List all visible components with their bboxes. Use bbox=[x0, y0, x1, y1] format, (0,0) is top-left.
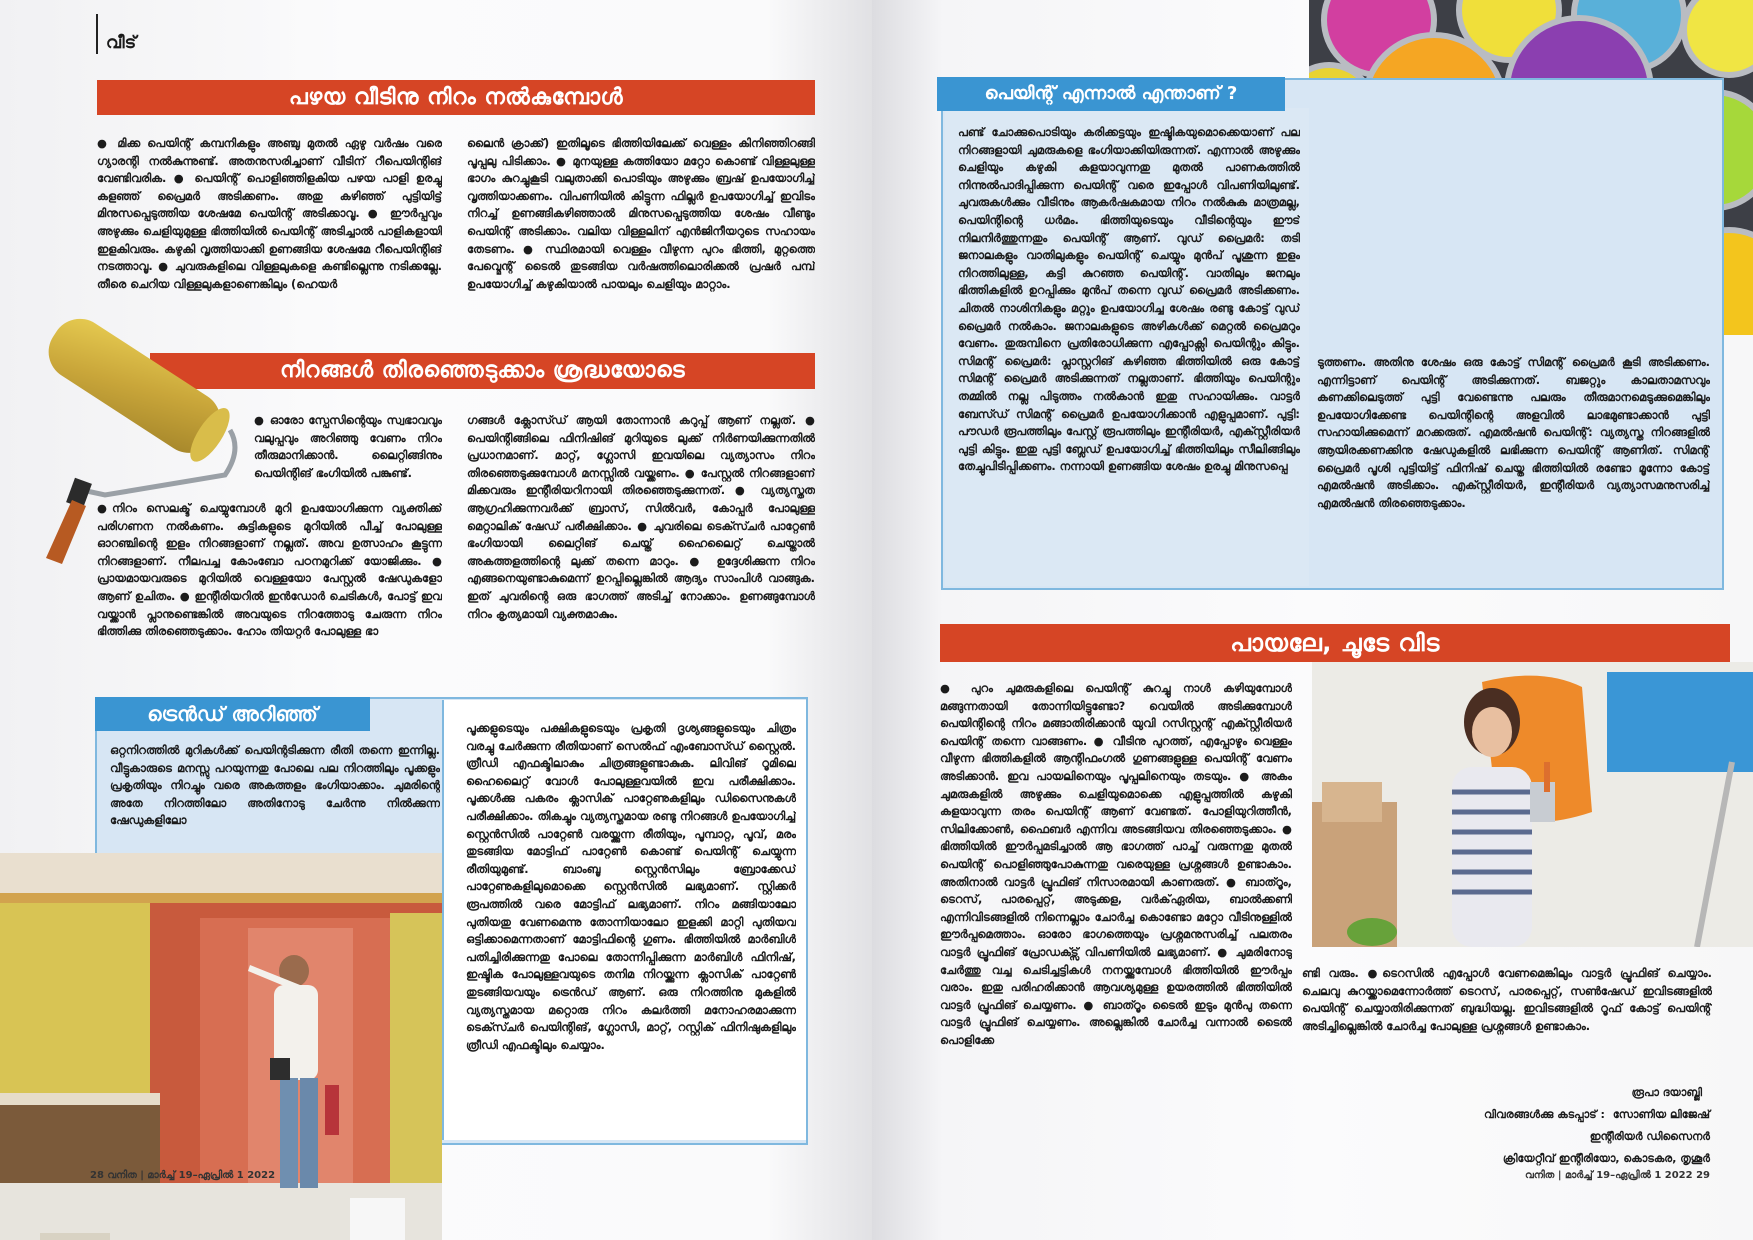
section-rule bbox=[96, 14, 98, 54]
credits-block bbox=[1342, 1104, 1710, 1170]
colors-col1-top: ● ഓരോ സ്പേസിന്റെയും സ്വഭാവവും വലുപ്പവും അറിഞ്ഞു വേണം നിറം തീരുമാനിക്കാൻ. ലൈറ്റിങ്ങിനും പെയിന്റിങ് ഭംഗിയിൽ പങ്കുണ്ട്. bbox=[254, 413, 442, 480]
colors-col1-bottom: ●നിറം സെലക്ട് ചെയ്യുമ്പോൾ മുറി ഉപയോഗിക്കുന്ന വ്യക്തിക്ക് പരിഗണന നൽകണം. കുട്ടികളുടെ മുറിയിൽ പീച്ച് പോലുള്ള ഓറഞ്ചിന്റെ ഇളം നിറങ്ങളാണ് നല്ലത്. അവ ഉത്സാഹം കൂട്ടുന്ന നിറങ്ങളാണ്. നീലപച്ച കോംബോ പഠനമുറിക്ക് യോജിക്കും. ● പ്രായമായവരുടെ മുറിയിൽ വെള്ളയോ പേസ്റ്റൽ ഷേഡുകളോ ആണ് ഉചിതം. ● ഇന്റീരിയറിൽ ഇൻഡോർ ചെടികൾ, പോട്ട് ഇവ വയ്ക്കാൻ പ്ലാനുണ്ടെങ്കിൽ അവയുടെ നിറത്തോടു ചേരുന്ന നിറം ഭിത്തിക്കു തിരഞ്ഞെടുക്കാം. ഹോം തിയറ്റർ പോലുള്ള ഭാ bbox=[97, 501, 442, 639]
trend-col2: പൂക്കളുടെയും പക്ഷികളുടെയും പ്രകൃതി ദൃശ്യങ്ങളുടെയും ചിത്രം വരച്ചു ചേർക്കുന്ന രീതിയാണ് സെൽഫ് എംബോസ്ഡ് സ്റ്റൈൽ. ത്രീഡി എഫക്ടിലാകും ചിത്രങ്ങളുണ്ടാകുക. ലിവിങ് റൂമിലെ ഹൈലൈറ്റ് വോൾ പോലുള്ളവയിൽ ഇവ പരീക്ഷിക്കാം. പൂക്കൾക്കു പകരം ക്ലാസിക് പാറ്റേണുകളിലും ഡിസൈനുകൾ പരീക്ഷിക്കാം. തികച്ചും വ്യത്യസ്തമായ രണ്ടു നിറങ്ങൾ ഉപയോഗിച്ച് സ്റ്റെൻസിൽ പാറ്റേൺ വരയ്ക്കുന്ന രീതിയും, പൂമ്പാറ്റ, പൂവ്, മരം തുടങ്ങിയ മോട്ടിഫ് പാറ്റേൺ കൊണ്ട് പെയിന്റ് ചെയ്യുന്ന രീതിയുമുണ്ട്. ബാംബൂ സ്റ്റെൻസിലും ബ്രോക്കേഡ് പാറ്റേണുകളിലുമൊക്കെ സ്റ്റെൻസിൽ ലഭ്യമാണ്. സ്റ്റിക്കർ രൂപത്തിൽ വരെ മോട്ടിഫ് ലഭ്യമാണ്. നിറം മങ്ങിയാലോ പുതിയതു വേണമെന്നു തോന്നിയാലോ ഇളക്കി മാറ്റി പുതിയവ ഒട്ടിക്കാമെന്നതാണ് മോട്ടിഫിന്റെ ഗുണം. ഭിത്തിയിൽ മാർബിൾ പതിച്ചിരിക്കുന്നതു പോലെ തോന്നിപ്പിക്കുന്ന മാർബിൾ ഫിനിഷ്, ഇഷ്ടിക പോലുള്ളവയുടെ തനിമ നിറയ്ക്കുന്ന ക്ലാസിക് പാറ്റേൺ തുടങ്ങിയവയും ട്രെൻഡ് ആണ്. ഒരു നിറത്തിനു മുകളിൽ വ്യത്യസ്തമായ മറ്റൊരു നിറം കലർത്തി മനോഹരമാക്കുന്ന ടെക്സ്ചർ പെയിന്റിങ്, ഗ്ലോസി, മാറ്റ്, റസ്റ്റിക് ഫിനിഷുകളിലും ത്രീഡി എഫക്ടിലും ചെയ്യാം. bbox=[466, 721, 796, 1052]
credit-name: സോണിയ ലിജേഷ് bbox=[1612, 1108, 1710, 1121]
credit-label: വിവരങ്ങൾക്കു കടപ്പാട് : bbox=[1484, 1108, 1605, 1121]
painter-room-photo bbox=[0, 853, 442, 1240]
woman-painting-photo bbox=[1312, 662, 1753, 947]
author-name: രൂപാ ദയാബ്ജി bbox=[1631, 1086, 1702, 1099]
moss-heat-col2: ണ്ടി വരും. ●ടെറസിൽ എപ്പോൾ വേണമെങ്കിലും വാട്ടർ പ്രൂഫിങ് ചെയ്യാം. ചെലവു കുറയ്ക്കാമെന്നോർത്ത് ടെറസ്, പാരപ്പെറ്റ്, സൺഷേഡ് ഇവിടങ്ങളിൽ പെയിന്റ് ചെയ്യാതിരിക്കുന്നത് ബുദ്ധിയല്ല. ഇവിടങ്ങളിൽ റൂഫ് കോട്ട് പെയിന്റ് അടിച്ചില്ലെങ്കിൽ ചോർച്ച പോലുള്ള പ്രശ്നങ്ങൾ ഉണ്ടാകാം. bbox=[1302, 966, 1712, 1033]
credit-role: ഇന്റീരിയർ ഡിസൈനർ bbox=[1589, 1130, 1710, 1143]
colors-col2: ഗങ്ങൾ ക്ലോസ്ഡ് ആയി തോന്നാൻ കറുപ്പ് ആണ് നല്ലത്. ● പെയിന്റിങ്ങിലെ ഫിനിഷിങ് മുറിയുടെ ലുക്ക് നിർണയിക്കുന്നതിൽ പ്രധാനമാണ്. മാറ്റ്, ഗ്ലോസി ഇവയിലെ വ്യത്യാസം നിറം തിരഞ്ഞെടുക്കുമ്പോൾ മനസ്സിൽ വയ്ക്കണം. ● പേസ്റ്റൽ നിറങ്ങളാണ് മിക്കവരും ഇന്റീരിയറിനായി തിരഞ്ഞെടുക്കുന്നത്. ● വ്യത്യസ്തത ആഗ്രഹിക്കുന്നവർക്ക് ബ്രാസ്, സിൽവർ, കോപ്പർ പോലുള്ള മെറ്റാലിക് ഷേഡ് പരീക്ഷിക്കാം. ● ചുവരിലെ ടെക്സ്ചർ പാറ്റേൺ ഭംഗിയായി ലൈറ്റിങ് ചെയ്ത് ഹൈലൈറ്റ് ചെയ്താൽ അകത്തളത്തിന്റെ ലുക്ക് തന്നെ മാറും. ● ഉദ്ദേശിക്കുന്ന നിറം എങ്ങനെയുണ്ടാകുമെന്ന് ഉറപ്പില്ലെങ്കിൽ ആദ്യം സാംപിൾ വാങ്ങുക. ഇത് ചുവരിന്റെ ഒരു ഭാഗത്ത് അടിച്ച് നോക്കാം. ഉണങ്ങുമ്പോൾ നിറം കൃത്യമായി വ്യക്തമാകും. bbox=[467, 413, 815, 621]
article-title-colors: നിറങ്ങൾ തിരഞ്ഞെടുക്കാം ശ്രദ്ധയോടെ bbox=[150, 353, 815, 389]
credit-org: ക്രിയേറ്റീവ് ഇന്റീരിയോ, കൊടകര, തൃശൂർ bbox=[1502, 1152, 1710, 1165]
trend-col1: ഒറ്റനിറത്തിൽ മുറികൾക്ക് പെയിന്റടിക്കുന്ന രീതി തന്നെ ഇന്നില്ല. വീട്ടുകാരുടെ മനസ്സു പറയുന്നതു പോലെ പല നിറത്തിലും പൂക്കളും പ്രകൃതിയും നിറച്ചും വരെ അകത്തളം ഭംഗിയാക്കാം. ചുമരിന്റെ അതേ നിറത്തിലോ അതിനോടു ചേർന്നു നിൽക്കുന്ന ഷേഡുകളിലോ bbox=[110, 743, 440, 828]
moss-heat-col1: ● പുറം ചുമരുകളിലെ പെയിന്റ് കുറച്ചു നാൾ കഴിയുമ്പോൾ മങ്ങുന്നതായി തോന്നിയിട്ടുണ്ടോ? വെയിൽ അടിക്കുമ്പോൾ പെയിന്റിന്റെ നിറം മങ്ങാതിരിക്കാൻ യുവി റസിസ്റ്റന്റ് എക്സ്റ്റീരിയർ പെയിന്റ് തന്നെ വാങ്ങണം. ● വീടിനു പുറത്ത്, എപ്പോഴും വെള്ളം വീഴുന്ന ഭിത്തികളിൽ ആന്റിഫംഗൽ ഗുണങ്ങളുള്ള പെയിന്റ് വേണം അടിക്കാൻ. ഇവ പായലിനെയും പൂപ്പലിനെയും തടയും. ● അകം ചുമരുകളിൽ അഴുക്കും ചെളിയുമൊക്കെ എളുപ്പത്തിൽ കഴുകി കളയാവുന്ന തരം പെയിന്റ് ആണ് വേണ്ടത്. പോളിയുറിത്തീൻ, സിലിക്കോൺ, ഫൈബർ എന്നിവ അടങ്ങിയവ തിരഞ്ഞെടുക്കാം. ● ഭിത്തിയിൽ ഈർപ്പമടിച്ചാൽ ആ ഭാഗത്ത് പാച്ച് വരുന്നതു മുതൽ പെയിന്റ് പൊളിഞ്ഞുപോകുന്നതു വരെയുള്ള പ്രശ്നങ്ങൾ ഉണ്ടാകാം. അതിനാൽ വാട്ടർ പ്രൂഫിങ് നിസാരമായി കാണരുത്. ● ബാത്റൂം, ടെറസ്, പാരപ്പെറ്റ്, അടുക്കള, വർക്ഏരിയ, ബാൽക്കണി എന്നിവിടങ്ങളിൽ നിന്നെല്ലാം ചോർച്ച കൊണ്ടോ മറ്റോ വീടിനുള്ളിൽ ഈർപ്പമെത്താം. ഓരോ ഭാഗത്തെയും പ്രശ്നമനുസരിച്ച് പലതരം വാട്ടർ പ്രൂഫിങ് പ്രോഡക്ട്സ് വിപണിയിൽ ലഭ്യമാണ്. ● ചുമരിനോടു ചേർത്തു വച്ച ചെടിച്ചട്ടികൾ നനയ്ക്കുമ്പോൾ ഭിത്തിയിൽ ഈർപ്പം വരാം. ഇതു പരിഹരിക്കാൻ ആവശ്യമുള്ള ഉയരത്തിൽ ഭിത്തിയിൽ വാട്ടർ പ്രൂഫിങ് ചെയ്യണം. ● ബാത്റൂം ടൈൽ ഇടും മുൻപു തന്നെ വാട്ടർ പ്രൂഫിങ് ചെയ്യണം. അല്ലെങ്കിൽ ചോർച്ച വന്നാൽ ടൈൽ പൊളിക്കേ bbox=[940, 681, 1292, 1047]
paint-definition-title: പെയിന്റ് എന്നാൽ എന്താണ് ? bbox=[937, 77, 1285, 111]
right-page bbox=[872, 0, 1753, 1240]
old-house-col2: ലൈൻ ക്രാക്ക്) ഇതിലൂടെ ഭിത്തിയിലേക്ക് വെള്ളം കിനിഞ്ഞിറങ്ങി പൂപ്പലു പിടിക്കാം. ● മുനയുള്ള കത്തിയോ മറ്റോ കൊണ്ട് വിള്ളലുള്ള ഭാഗം കുറച്ചുകൂടി വലുതാക്കി പൊടിയും അഴുക്കും ബ്രഷ് ഉപയോഗിച്ച് വൃത്തിയാക്കണം. വിപണിയിൽ കിട്ടുന്ന ഫില്ലർ ഉപയോഗിച്ച് ഇവിടം നിറച്ച് ഉണങ്ങികഴിഞ്ഞാൽ മിനുസപ്പെടുത്തിയ ശേഷം വീണ്ടും പെയിന്റ് അടിക്കാം. വലിയ വിള്ളലിന് എൻജിനീയറുടെ സഹായം തേടണം. ● സ്ഥിരമായി വെള്ളം വീഴുന്ന പുറം ഭിത്തി, മുറ്റത്തെ പേവ്മെന്റ് ടൈൽ തുടങ്ങിയ വർഷത്തിലൊരിക്കൽ പ്രഷർ പമ്പ് ഉപയോഗിച്ച് കഴുകിയാൽ പായലും ചെളിയും മാറ്റാം. bbox=[467, 136, 815, 291]
old-house-col1: ● മിക്ക പെയിന്റ് കമ്പനികളും അഞ്ചു മുതൽ ഏഴു വർഷം വരെ ഗ്യാരന്റി നൽകുന്നുണ്ട്. അതനുസരിച്ചാണ് വീടിന് റീപെയിന്റിങ് വേണ്ടിവരിക. ● പെയിന്റ് പൊളിഞ്ഞിളകിയ പഴയ പാളി ഉരച്ചു കളഞ്ഞ് പ്രൈമർ അടിക്കണം. അതു കഴിഞ്ഞ് പുട്ടിയിട്ട് മിനുസപ്പെടുത്തിയ ശേഷമേ പെയിന്റ് അടിക്കാവൂ. ● ഈർപ്പവും അഴുക്കും ചെളിയുമുള്ള ഭിത്തിയിൽ പെയിന്റ് അടിച്ചാൽ പാളികളായി ഇളകിവരും. കഴുകി വൃത്തിയാക്കി ഉണങ്ങിയ ശേഷമേ റീപെയിന്റിങ് നടത്താവൂ. ● ചുവരുകളിലെ വിള്ളലുകളെ കണ്ടില്ലെന്നു നടിക്കല്ലേ. തീരെ ചെറിയ വിള്ളലുകളാണെങ്കിലും (ഹെയർ bbox=[97, 136, 442, 291]
article-title-old-house: പഴയ വീടിനു നിറം നൽകുമ്പോൾ bbox=[97, 80, 815, 115]
paint-definition-col2: ടുത്തണം. അതിനു ശേഷം ഒരു കോട്ട് സിമന്റ് പ്രൈമർ കൂടി അടിക്കണം. എന്നിട്ടാണ് പെയിന്റ് അടിക്കുന്നത്. ബജറ്റും കാലതാമസവും കണക്കിലെടുത്ത് പുട്ടി വേണ്ടെന്നു പലരും തീരുമാനമെടുക്കുമെങ്കിലും ഉപയോഗിക്കേണ്ട പെയിന്റിന്റെ അളവിൽ ലാഭമുണ്ടാക്കാൻ പുട്ടി സഹായിക്കുമെന്ന് മറക്കരുത്. എമൽഷൻ പെയിന്റ്: വ്യത്യസ്ത നിറങ്ങളിൽ ആയിരക്കണക്കിനു ഷേഡുകളിൽ ലഭിക്കുന്ന പെയിന്റ് ആണിത്. സിമന്റ് പ്രൈമർ പൂശി പുട്ടിയിട്ട് ഫിനിഷ് ചെയ്ത ഭിത്തിയിൽ രണ്ടോ മൂന്നോ കോട്ട് എമൽഷൻ അടിക്കാം. എക്സ്റ്റീരിയർ, ഇന്റീരിയർ വ്യത്യാസമനുസരിച്ച് എമൽഷൻ തിരഞ്ഞെടുക്കാം. bbox=[1317, 355, 1710, 510]
trend-title: ട്രെൻഡ് അറിഞ്ഞ് bbox=[95, 697, 370, 731]
article-title-moss-heat: പായലേ, ചൂടേ വിട bbox=[940, 624, 1730, 662]
page-folio-right: വനിത | മാർച്ച് 19–ഏപ്രിൽ 1 2022 29 bbox=[1524, 1170, 1710, 1181]
left-page bbox=[0, 0, 872, 1240]
paint-definition-col1: പണ്ട് ചോക്കുപൊടിയും കരിക്കട്ടയും ഇഷ്ടികയുമൊക്കെയാണ് പല നിറങ്ങളായി ചുമരുകളെ ഭംഗിയാക്കിയിരുന്നത്. എന്നാൽ അഴുക്കും ചെളിയും കഴുകി കളയാവുന്നതു മുതൽ പാണകത്തിൽ നിന്നുൽപാദിപ്പിക്കുന്ന പെയിന്റ് വരെ ഇപ്പോൾ വിപണിയിലുണ്ട്. ചുവരുകൾക്കും വീടിനും ആകർഷകമായ നിറം നൽകുക മാത്രമല്ല, പെയിന്റിന്റെ ധർമം. ഭിത്തിയുടെയും വീടിന്റെയും ഈട് നിലനിർത്തുന്നതും പെയിന്റ് ആണ്. വുഡ് പ്രൈമർ: തടി ജനാലകളും വാതിലുകളും പെയിന്റ് ചെയ്യും മുൻപ് പൂശുന്ന ഇളം നിറത്തിലുള്ള, കട്ടി കുറഞ്ഞ പെയിന്റ്. വാതിലും ജനലും ഭിത്തികളിൽ ഉറപ്പിക്കും മുൻപ് തന്നെ വുഡ് പ്രൈമർ അടിക്കണം. ചിതൽ നാശിനികളും മറ്റും ഉപയോഗിച്ച ശേഷം രണ്ടു കോട്ട് വുഡ് പ്രൈമർ നൽകാം. ജനാലകളുടെ അഴികൾക്ക് മെറ്റൽ പ്രൈമറും വേണം. തുരുമ്പിനെ പ്രതിരോധിക്കുന്ന എപ്പോക്സി പെയിന്റും കിട്ടും. സിമന്റ് പ്രൈമർ: പ്ലാസ്റ്ററിങ് കഴിഞ്ഞ ഭിത്തിയിൽ ഒരു കോട്ട് സിമന്റ് പ്രൈമർ അടിക്കുന്നത് നല്ലതാണ്. ഭിത്തിയും പെയിന്റും തമ്മിൽ നല്ല പിടുത്തം നൽകാൻ ഇതു സഹായിക്കും. വാട്ടർ ബേസ്ഡ് സിമന്റ് പ്രൈമർ ഉപയോഗിക്കാൻ എളുപ്പമാണ്. പുട്ടി: പൗഡർ രൂപത്തിലും പേസ്റ്റ് രൂപത്തിലും ഇന്റീരിയർ, എക്സ്റ്റീരിയർ പുട്ടി കിട്ടും. ഇതു പുട്ടി ബ്ലേഡ് ഉപയോഗിച്ച് ഭിത്തിയിലും സീലിങ്ങിലും തേച്ചുപിടിപ്പിക്കണം. നന്നായി ഉണങ്ങിയ ശേഷം ഉരച്ചു മിനുസപ്പെ bbox=[958, 125, 1300, 474]
section-label: വീട് bbox=[106, 33, 137, 53]
page-folio-left: 28 വനിത | മാർച്ച് 19–ഏപ്രിൽ 1 2022 bbox=[90, 1170, 276, 1181]
